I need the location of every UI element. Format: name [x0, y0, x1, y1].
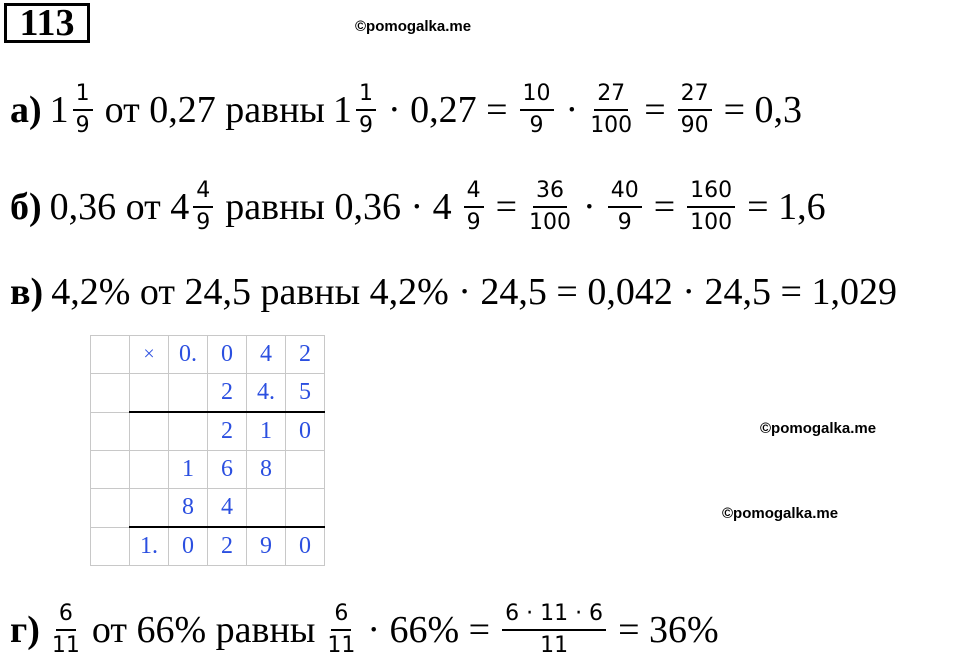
- grid-cell: [286, 489, 325, 528]
- grid-cell: [130, 412, 169, 451]
- grid-cell: [169, 412, 208, 451]
- grid-cell: [286, 451, 325, 489]
- text: · 66% =: [367, 609, 491, 651]
- grid-cell: 1.: [130, 527, 169, 566]
- fraction: $\frac{1}{9}$: [73, 81, 93, 139]
- grid-cell: [91, 489, 130, 528]
- line-v: [10, 262, 897, 322]
- text: равны 0,36 · 4: [225, 186, 452, 228]
- grid-cell: 0.: [169, 336, 208, 374]
- grid-cell: 2: [286, 336, 325, 374]
- text: 0,36 от 4: [49, 186, 190, 228]
- grid-cell: 8: [247, 451, 286, 489]
- label-b: б): [10, 186, 42, 228]
- grid-cell: 1: [169, 451, 208, 489]
- grid-cell: 4.: [247, 374, 286, 413]
- grid-cell: [91, 412, 130, 451]
- result: = 36%: [618, 609, 719, 651]
- grid-row: [91, 527, 325, 566]
- grid-cell: [91, 374, 130, 413]
- result: = 1,6: [747, 186, 826, 228]
- fraction: $\frac{40}{9}$: [608, 178, 642, 236]
- grid-cell: [130, 489, 169, 528]
- fraction: $\frac{4}{9}$: [464, 178, 484, 236]
- grid-row: [91, 374, 325, 413]
- fraction: $\frac{36}{100}$: [529, 178, 572, 235]
- grid-cell: 8: [169, 489, 208, 528]
- result: = 0,3: [723, 89, 803, 131]
- grid-cell: 9: [247, 527, 286, 566]
- grid-cell: 2: [208, 412, 247, 451]
- grid-cell: 4: [208, 489, 247, 528]
- fraction: $\frac{160}{100}$: [687, 178, 735, 236]
- fraction: $\frac{6}{11}$: [327, 601, 356, 658]
- operator: ·: [565, 89, 579, 131]
- text: от 66% равны: [91, 609, 316, 651]
- whole-number: 1: [332, 89, 352, 131]
- grid-row: [91, 489, 325, 528]
- label-v: в): [10, 271, 44, 313]
- grid-cell: [130, 374, 169, 413]
- grid-cell: [91, 527, 130, 566]
- grid-row: [91, 412, 325, 451]
- fraction: $\frac{1}{9}$: [356, 81, 376, 139]
- grid-cell: 2: [208, 527, 247, 566]
- multiplication-grid: [90, 335, 325, 566]
- operator: =: [644, 89, 666, 131]
- fraction: $\frac{27}{90}$: [678, 81, 712, 139]
- whole-number: 1: [49, 89, 69, 131]
- fraction: $\frac{10}{9}$: [520, 81, 554, 139]
- grid-cell: 0: [169, 527, 208, 566]
- grid-cell: [91, 336, 130, 374]
- operator: ·: [583, 186, 596, 228]
- operator: =: [495, 186, 518, 228]
- task-number: 113: [4, 3, 90, 43]
- grid-cell: 2: [208, 374, 247, 413]
- line-b: [10, 177, 834, 237]
- grid-cell: 0: [286, 527, 325, 566]
- grid-cell: [91, 451, 130, 489]
- text: · 0,27 =: [387, 89, 508, 131]
- grid-cell: 4: [247, 336, 286, 374]
- grid-cell: 1: [247, 412, 286, 451]
- grid-cell: ×: [130, 336, 169, 374]
- fraction: $\frac{6}{11}$: [51, 601, 80, 658]
- grid-cell: 5: [286, 374, 325, 413]
- grid-cell: 0: [286, 412, 325, 451]
- grid-row: [91, 451, 325, 489]
- fraction: $\frac{27}{100}$: [590, 81, 633, 138]
- watermark-top: ©pomogalka.me: [355, 18, 472, 35]
- text: от 0,27 равны: [104, 89, 325, 131]
- label-g: г): [10, 609, 40, 651]
- line-g: [10, 600, 727, 660]
- line-a: [10, 80, 810, 140]
- label-a: а): [10, 89, 42, 131]
- grid-cell: 0: [208, 336, 247, 374]
- grid-row: [91, 336, 325, 374]
- fraction: $\frac{6 \cdot 11 \cdot 6}{11}$: [502, 601, 606, 659]
- text: 4,2% от 24,5 равны 4,2% · 24,5 = 0,042 · 24,5 = 1,029: [51, 271, 897, 313]
- watermark-middle: ©pomogalka.me: [760, 420, 877, 437]
- fraction: $\frac{4}{9}$: [193, 178, 213, 236]
- grid-cell: [130, 451, 169, 489]
- grid-cell: [169, 374, 208, 413]
- operator: =: [653, 186, 676, 228]
- grid-cell: 6: [208, 451, 247, 489]
- grid-cell: [247, 489, 286, 528]
- watermark-bottom: ©pomogalka.me: [722, 505, 839, 522]
